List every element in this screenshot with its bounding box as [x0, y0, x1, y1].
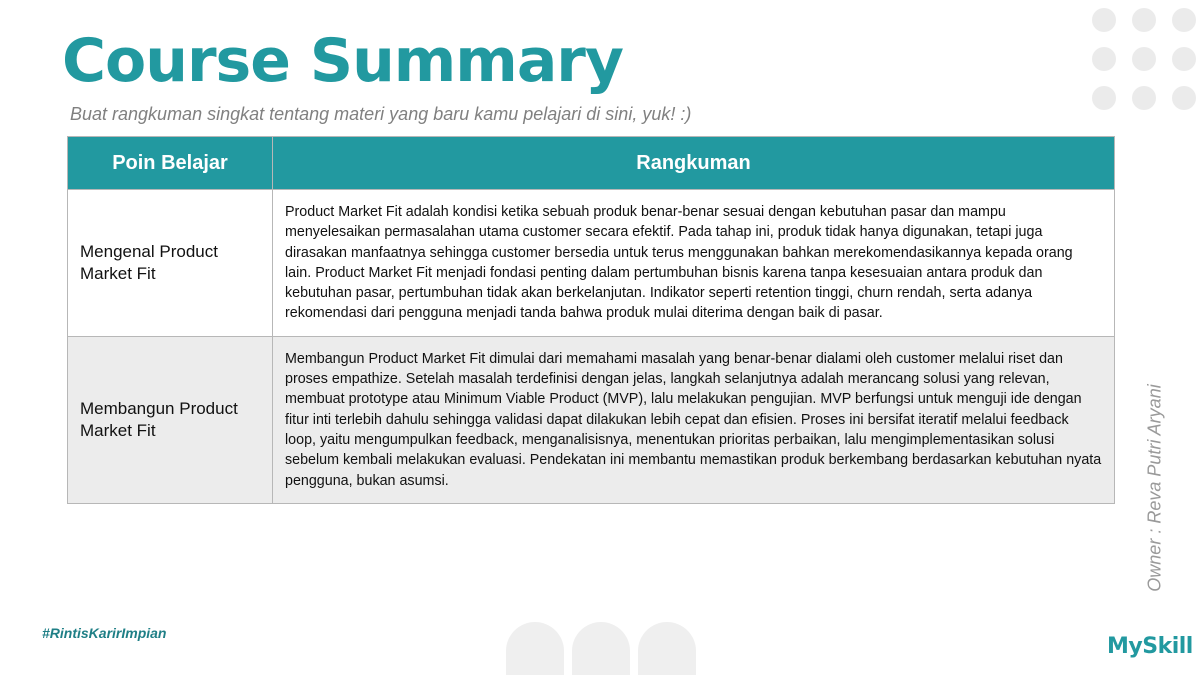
dot [1172, 47, 1196, 71]
table-header-row [68, 137, 1115, 190]
dot [1092, 86, 1116, 110]
table-row [68, 190, 1115, 337]
header-point: Poin Belajar [68, 137, 273, 190]
summary-cell: Product Market Fit adalah kondisi ketika sebuah produk benar-benar sesuai dengan kebutuhan pasar dan mampu menyelesaikan permasalahan utama customer secara efektif. Pada tahap ini, produk tidak hanya digunakan, tetapi juga dirasakan manfaatnya sehingga customer bersedia untuk terus menggunakan bahkan merekomendasikannya kepada orang lain. Product Market Fit menjadi fondasi penting dalam pertumbuhan bisnis karena tanpa kesesuaian antara produk dan kebutuhan pasar, pertumbuhan tidak akan berkelanjutan. Indikator seperti retention tinggi, churn rendah, serta adanya rekomendasi dari pengguna menjadi tanda bahwa produk mulai diterima dengan baik di pasar. [273, 190, 1115, 337]
myskill-logo: MySkill [1107, 634, 1193, 659]
dot [1092, 47, 1116, 71]
arch-shape [638, 622, 696, 675]
table-row [68, 336, 1115, 503]
dot [1172, 86, 1196, 110]
hashtag-label: #RintisKarirImpian [42, 625, 167, 641]
arch-shape [572, 622, 630, 675]
header-summary: Rangkuman [273, 137, 1115, 190]
arch-shape [506, 622, 564, 675]
dot [1172, 8, 1196, 32]
summary-table [67, 136, 1115, 504]
dot [1132, 8, 1156, 32]
point-cell: Membangun Product Market Fit [68, 336, 273, 503]
page-title: Course Summary [62, 26, 624, 96]
summary-cell: Membangun Product Market Fit dimulai dari memahami masalah yang benar-benar dialami oleh customer melalui riset dan proses empathize. Setelah masalah terdefinisi dengan jelas, langkah selanjutnya adalah merancang solusi yang relevan, membuat prototype atau Minimum Viable Product (MVP), lalu melakukan pengujian. MVP berfungsi untuk menguji ide dengan fitur inti terlebih dahulu sehingga validasi dapat dilakukan lebih cepat dan efisien. Proses ini bersifat iteratif melalui feedback loop, yaitu mengumpulkan feedback, menganalisisnya, menentukan prioritas perbaikan, lalu mengimplementasikan solusi sebelum kembali melakukan evaluasi. Pendekatan ini membantu memastikan produk berkembang berdasarkan kebutuhan nyata pengguna, bukan asumsi. [273, 336, 1115, 503]
decorative-dots [1092, 8, 1196, 112]
decorative-arches [506, 622, 696, 675]
page-subtitle: Buat rangkuman singkat tentang materi yang baru kamu pelajari di sini, yuk! :) [70, 104, 692, 124]
dot [1132, 47, 1156, 71]
owner-label: Owner : Reva Putri Aryani [1144, 384, 1165, 592]
dot [1132, 86, 1156, 110]
dot [1092, 8, 1116, 32]
point-cell: Mengenal Product Market Fit [68, 190, 273, 337]
